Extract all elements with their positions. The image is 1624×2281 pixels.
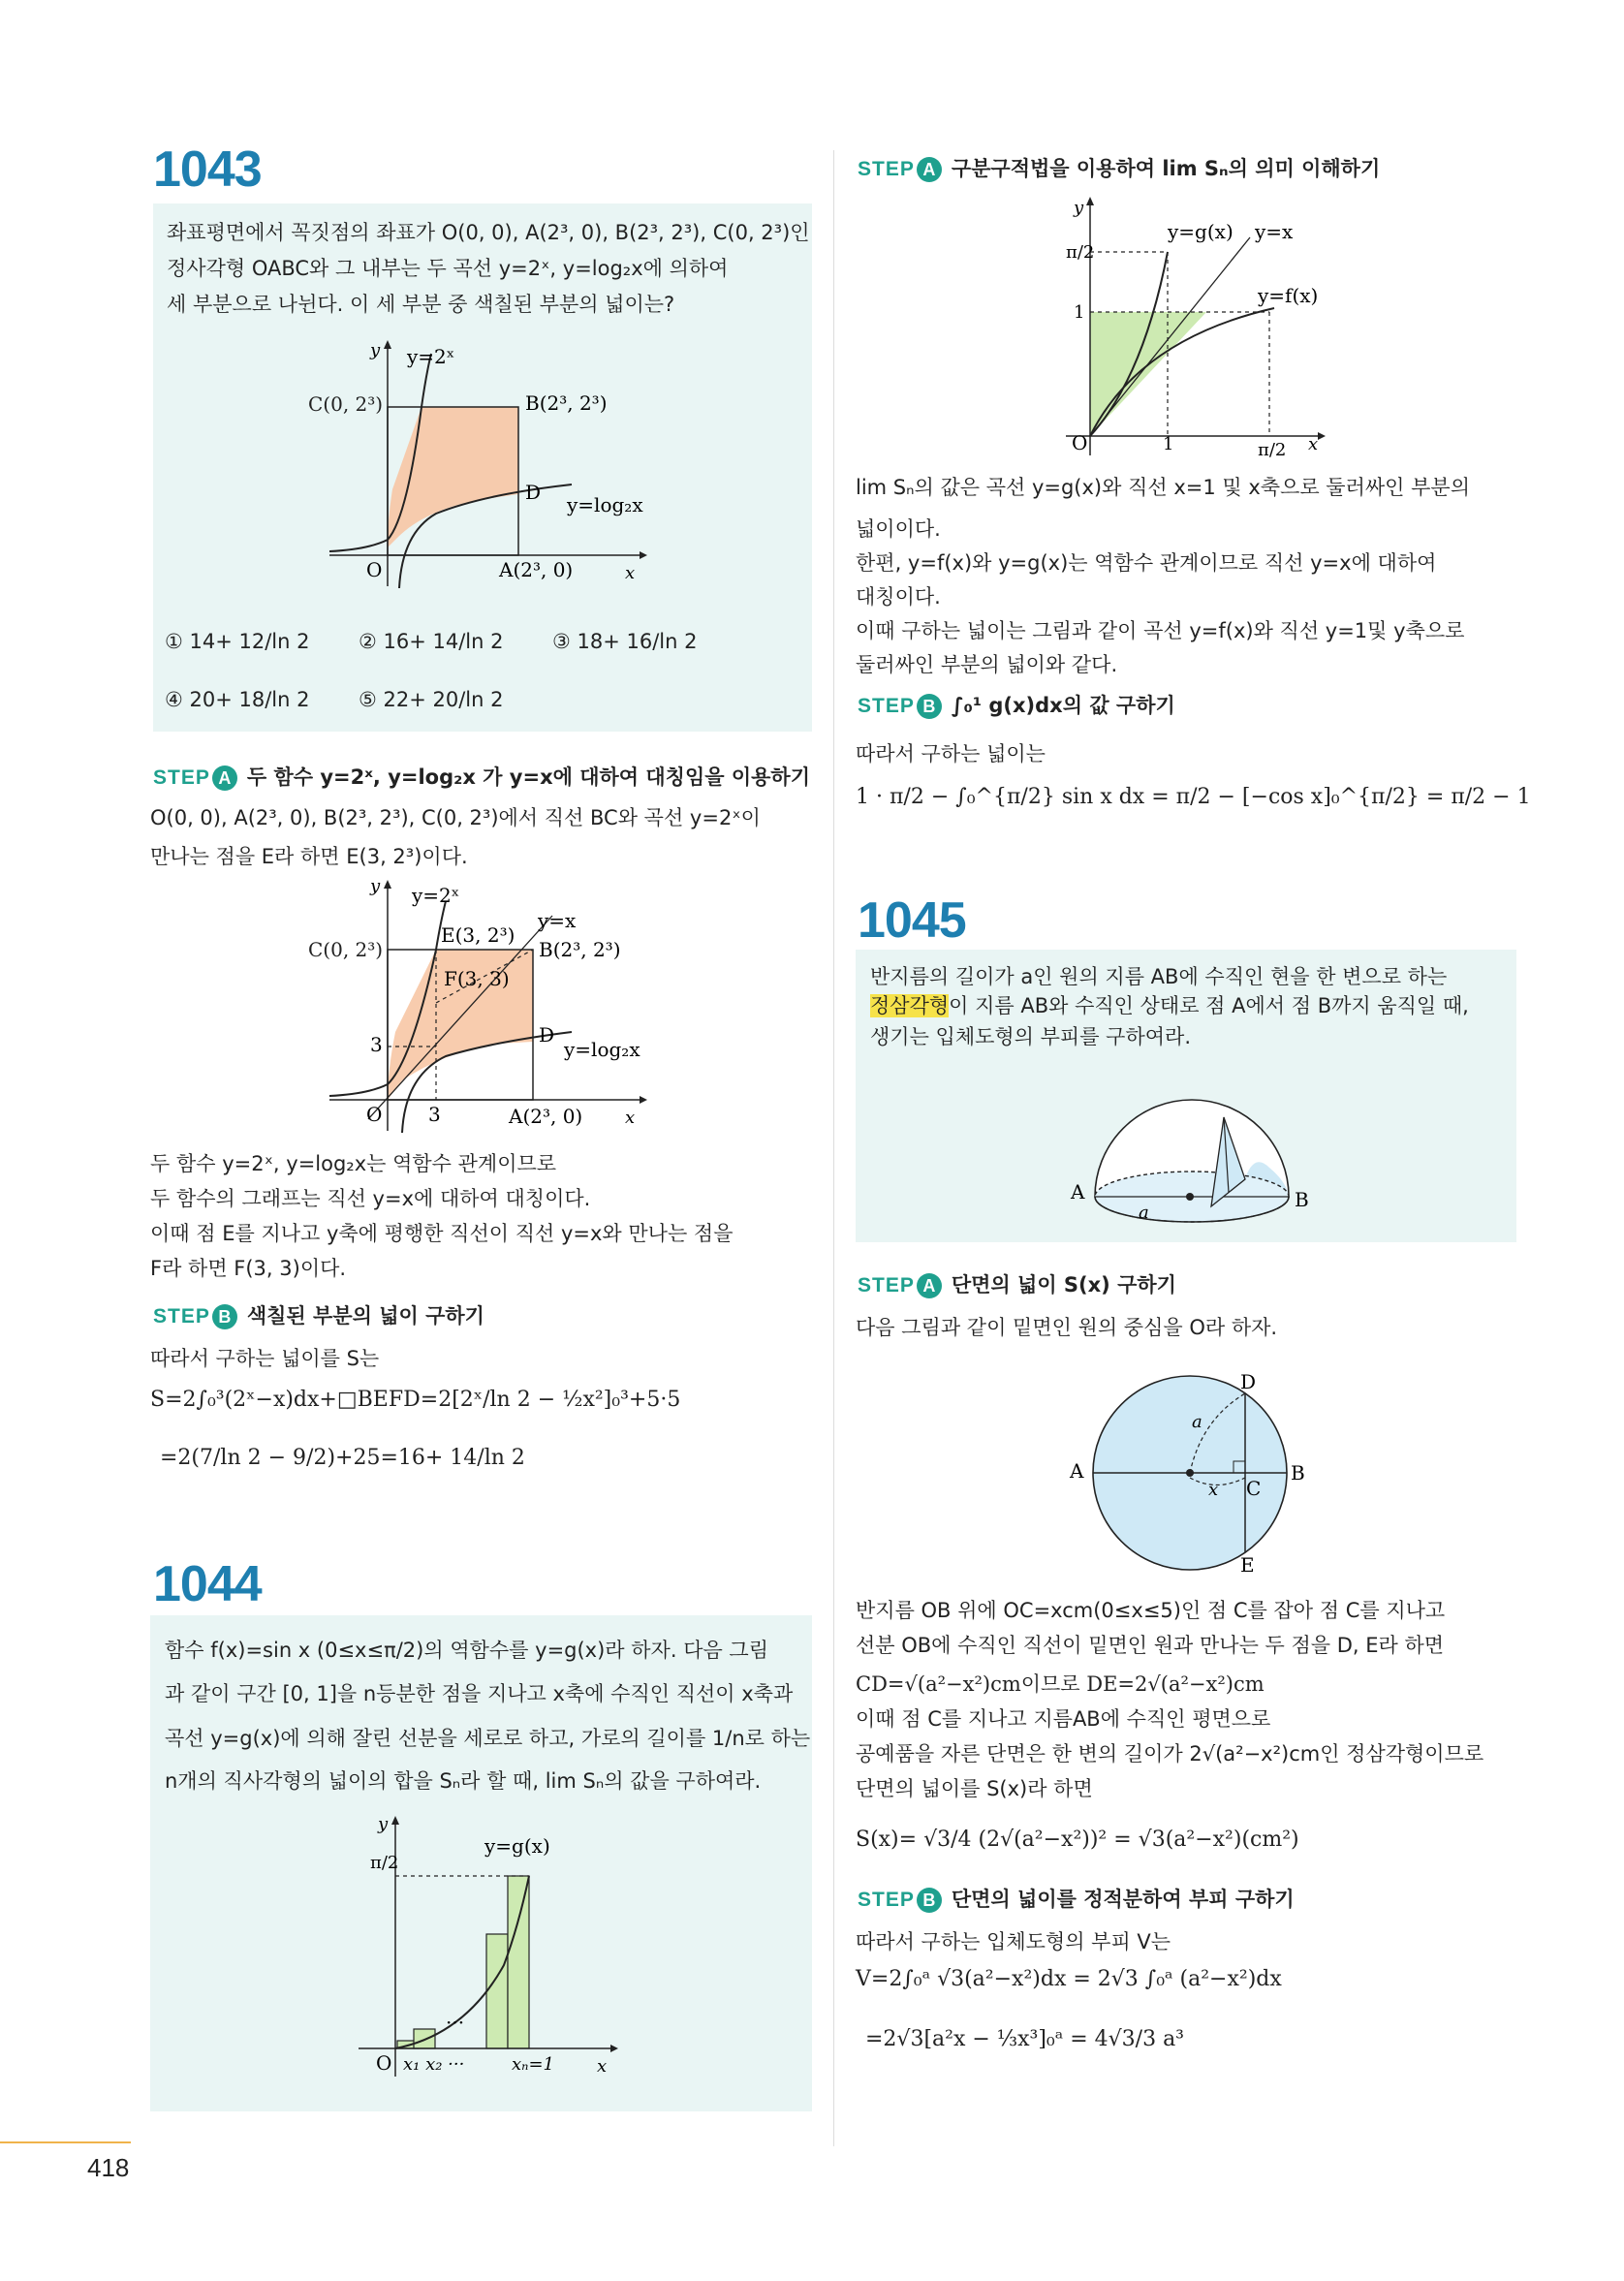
1044-stepA-line4: 대칭이다.	[856, 585, 941, 609]
1045-stepA-line6: 공예품을 자른 단면은 한 변의 길이가 2√(a²−x²)cm인 정삼각형이므로	[856, 1742, 1484, 1765]
figure-1043-square	[310, 334, 678, 596]
problem-number-1044: 1044	[153, 1556, 262, 1612]
1044-stepB-formula: 1 · π/2 − ∫₀^{π/2} sin x dx = π/2 − [−cos x]₀^{π/2} = π/2 − 1	[856, 785, 1531, 809]
choice-4[interactable]: ④ 20+ 18/ln 2	[165, 688, 310, 711]
fig1044s-yx: y=x	[1255, 220, 1294, 243]
column-divider	[833, 150, 834, 2146]
figure-1044-solution	[1046, 194, 1376, 475]
fig1044s-O: O	[1072, 431, 1088, 454]
fig1043s-D: D	[539, 1023, 555, 1047]
1043-stepA-line3: 두 함수 y=2ˣ, y=log₂x는 역함수 관계이므로	[150, 1152, 557, 1175]
1043-stepA-line5: 이때 점 E를 지나고 y축에 평행한 직선이 직선 y=x와 만나는 점을	[150, 1222, 734, 1245]
fig1043s-curve2: y=log₂x	[564, 1038, 640, 1061]
fig1043-y: y	[370, 340, 381, 360]
fig1045b-x: x	[1208, 1480, 1219, 1500]
fig1043-C-label: C(0, 2³)	[308, 392, 384, 416]
1044-stepA-line5: 이때 구하는 넓이는 그림과 같이 곡선 y=f(x)와 직선 y=1및 y축으로	[856, 619, 1465, 642]
fig1043-x: x	[625, 563, 636, 583]
problem-1043-line1: 좌표평면에서 꼭짓점의 좌표가 O(0, 0), A(2³, 0), B(2³, 2³), C(0, 2³)인	[167, 221, 810, 244]
problem-number-1043: 1043	[153, 141, 262, 198]
highlight-equilateral: 정삼각형	[870, 994, 950, 1017]
choice-1[interactable]: ① 14+ 12/ln 2	[165, 630, 310, 653]
fig1043s-3y: 3	[370, 1033, 383, 1056]
problem-number-1045: 1045	[858, 892, 966, 949]
1045-stepB-formula2: =2√3[a²x − ⅓x³]₀ᵃ = 4√3/3 a³	[865, 2027, 1185, 2051]
fig1045b-A: A	[1070, 1459, 1084, 1483]
fig1045-a: a	[1139, 1203, 1149, 1223]
figure-1043-solution	[310, 877, 678, 1139]
1044-stepA-line6: 둘러싸인 부분의 넓이와 같다.	[856, 653, 1118, 676]
1043-stepB-formula1: S=2∫₀³(2ˣ−x)dx+□BEFD=2[2ˣ/ln 2 − ½x²]₀³+5·5	[150, 1388, 681, 1412]
fig1044-y: y	[378, 1814, 389, 1834]
problem-1044-line2: 과 같이 구간 [0, 1]을 n등분한 점을 지나고 x축에 수직인 직선이 x축과	[165, 1682, 794, 1705]
step-a-1043: STEP A 두 함수 y=2ˣ, y=log₂x 가 y=x에 대하여 대칭임을 이용하기	[153, 766, 810, 789]
1044-stepB-line1: 따라서 구하는 넓이는	[856, 742, 1046, 766]
fig1043s-C-label: C(0, 2³)	[308, 938, 384, 961]
1044-stepA-line2: 넓이이다.	[856, 517, 941, 541]
fig1043s-F: F(3, 3)	[444, 967, 510, 990]
1043-stepB-line1: 따라서 구하는 넓이를 S는	[150, 1347, 380, 1370]
fig1044-pi2: π/2	[370, 1853, 399, 1873]
fig1044s-f: y=f(x)	[1258, 284, 1319, 307]
fig1044s-pi2: π/2	[1066, 242, 1095, 263]
1044-stepA-line3: 한편, y=f(x)와 y=g(x)는 역함수 관계이므로 직선 y=x에 대하여	[856, 551, 1437, 575]
1045-stepA-line4: CD=√(a²−x²)cm이므로 DE=2√(a²−x²)cm	[856, 1672, 1265, 1696]
1045-stepA-line7: 단면의 넓이를 S(x)라 하면	[856, 1777, 1093, 1800]
figure-1045-hemisphere	[1066, 1061, 1318, 1231]
fig1045b-E: E	[1240, 1553, 1255, 1575]
fig1045b-B: B	[1291, 1461, 1305, 1484]
fig1043-D: D	[525, 481, 542, 504]
problem-1045-line2: 정삼각형이 지름 AB와 수직인 상태로 점 A에서 점 B까지 움직일 때,	[870, 994, 1469, 1017]
1045-stepA-line3: 선분 OB에 수직인 직선이 밑면인 원과 만나는 두 점을 D, E라 하면	[856, 1634, 1445, 1657]
fig1043-curve1: y=2ˣ	[407, 345, 455, 368]
1043-stepA-line4: 두 함수의 그래프는 직선 y=x에 대하여 대칭이다.	[150, 1187, 591, 1210]
problem-1043-line2: 정사각형 OABC와 그 내부는 두 곡선 y=2ˣ, y=log₂x에 의하여	[167, 257, 729, 280]
fig1044-dots: ···	[446, 2011, 465, 2034]
fig1043s-curve1: y=2ˣ	[412, 884, 460, 907]
fig1043s-B: B(2³, 2³)	[539, 938, 621, 961]
fig1044s-g: y=g(x)	[1168, 220, 1234, 243]
fig1044-O: O	[376, 2051, 392, 2075]
fig1044-x: x	[597, 2056, 608, 2077]
fig1043-B: B(2³, 2³)	[525, 391, 608, 415]
1043-stepA-line6: F라 하면 F(3, 3)이다.	[150, 1257, 347, 1280]
problem-1044-line3: 곡선 y=g(x)에 의해 잘린 선분을 세로로 하고, 가로의 길이를 1/n로 하는	[165, 1727, 811, 1750]
fig1043s-line: y=x	[538, 909, 577, 932]
fig1045-A: A	[1071, 1180, 1085, 1203]
fig1044s-y: y	[1074, 198, 1084, 218]
problem-1044-line4: n개의 직사각형의 넓이의 합을 Sₙ라 할 때, lim Sₙ의 값을 구하여라.	[165, 1769, 762, 1793]
1045-stepA-line5: 이때 점 C를 지나고 지름AB에 수직인 평면으로	[856, 1707, 1271, 1731]
step-b-1043: STEP B 색칠된 부분의 넓이 구하기	[153, 1304, 484, 1328]
fig1043s-O: O	[366, 1103, 383, 1126]
1045-stepA-formula: S(x)= √3/4 (2√(a²−x²))² = √3(a²−x²)(cm²)	[856, 1828, 1299, 1852]
problem-1045-line3: 생기는 입체도형의 부피를 구하여라.	[870, 1025, 1191, 1048]
fig1043-A: A(2³, 0)	[499, 558, 574, 581]
fig1044-curve: y=g(x)	[484, 1834, 550, 1858]
1045-stepB-formula1: V=2∫₀ᵃ √3(a²−x²)dx = 2√3 ∫₀ᵃ (a²−x²)dx	[856, 1967, 1282, 1991]
problem-1045-line1: 반지름의 길이가 a인 원의 지름 AB에 수직인 현을 한 변으로 하는	[870, 965, 1448, 988]
step-a-1045: STEP A 단면의 넓이 S(x) 구하기	[858, 1273, 1176, 1297]
fig1043s-E: E(3, 2³)	[441, 923, 515, 947]
choice-3[interactable]: ③ 18+ 16/ln 2	[552, 630, 698, 653]
fig1043-O: O	[366, 558, 383, 581]
1045-stepA-line1: 다음 그림과 같이 밑면인 원의 중심을 O라 하자.	[856, 1316, 1278, 1339]
fig1045-B: B	[1295, 1188, 1309, 1211]
1045-stepB-line1: 따라서 구하는 입체도형의 부피 V는	[856, 1930, 1171, 1953]
problem-1043-line3: 세 부분으로 나뉜다. 이 세 부분 중 색칠된 부분의 넓이는?	[167, 293, 675, 316]
fig1043s-A: A(2³, 0)	[509, 1105, 583, 1128]
1043-stepA-line2: 만나는 점을 E라 하면 E(3, 2³)이다.	[150, 845, 468, 868]
fig1044s-xpi2: π/2	[1258, 440, 1287, 460]
figure-1045-circle	[1066, 1371, 1318, 1575]
fig1045b-D: D	[1240, 1371, 1257, 1393]
fig1044s-x1: 1	[1163, 434, 1174, 454]
fig1044-xn: xₙ=1	[512, 2054, 554, 2075]
1045-stepA-line2: 반지름 OB 위에 OC=xcm(0≤x≤5)인 점 C를 잡아 점 C를 지나고	[856, 1599, 1446, 1622]
fig1045b-C: C	[1246, 1477, 1262, 1500]
fig1045b-a: a	[1192, 1412, 1202, 1432]
fig1043-curve2: y=log₂x	[567, 493, 643, 516]
step-b-1044: STEP B ∫₀¹ g(x)dx의 값 구하기	[858, 694, 1175, 717]
1043-stepA-line1: O(0, 0), A(2³, 0), B(2³, 2³), C(0, 2³)에서 직선 BC와 곡선 y=2ˣ이	[150, 806, 761, 829]
1044-stepA-line1: lim Sₙ의 값은 곡선 y=g(x)와 직선 x=1 및 x축으로 둘러싸인 부분의	[856, 476, 1470, 499]
1043-stepB-formula2: =2(7/ln 2 − 9/2)+25=16+ 14/ln 2	[160, 1446, 525, 1470]
fig1043s-x: x	[625, 1108, 636, 1128]
fig1043s-y: y	[370, 877, 381, 896]
step-a-1044: STEP A 구분구적법을 이용하여 lim Sₙ의 의미 이해하기	[858, 157, 1381, 180]
page-number: 418	[87, 2153, 130, 2182]
fig1044-xs: x₁ x₂ ···	[403, 2054, 465, 2075]
choice-5[interactable]: ⑤ 22+ 20/ln 2	[359, 688, 504, 711]
figure-1044	[349, 1810, 640, 2081]
problem-1044-line1: 함수 f(x)=sin x (0≤x≤π/2)의 역함수를 y=g(x)라 하자. 다음 그림	[165, 1639, 769, 1662]
footer-line	[0, 2141, 131, 2143]
fig1043s-3x: 3	[428, 1103, 441, 1126]
choice-2[interactable]: ② 16+ 14/ln 2	[359, 630, 504, 653]
fig1044s-one: 1	[1074, 302, 1085, 323]
step-b-1045: STEP B 단면의 넓이를 정적분하여 부피 구하기	[858, 1888, 1295, 1911]
fig1044s-x: x	[1308, 434, 1319, 454]
